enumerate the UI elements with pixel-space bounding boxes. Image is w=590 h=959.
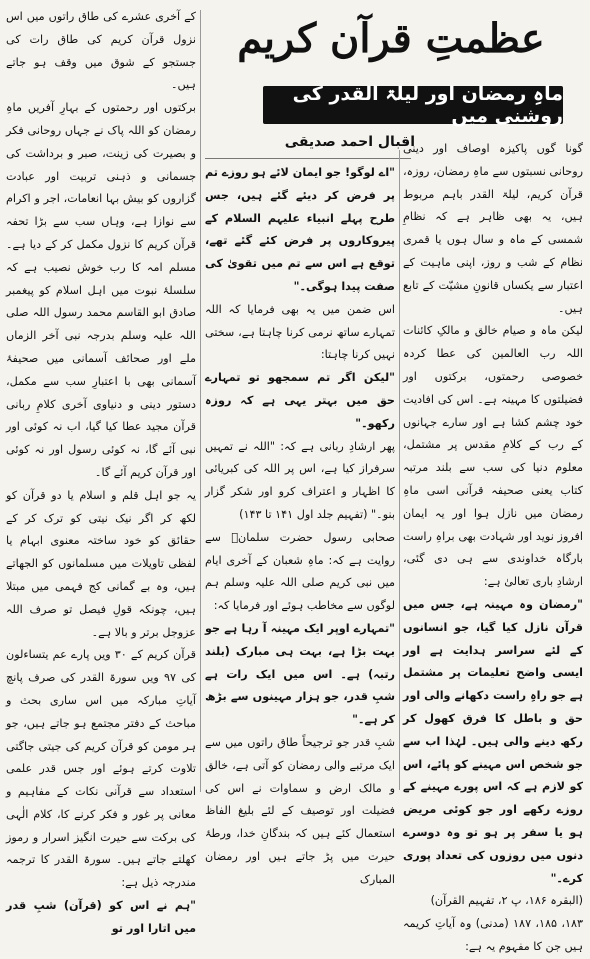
paragraph: کے آخری عشرے کی طاق راتوں میں اس نزول قرآن کریم کی طاق رات کی جستجو کے شوق میں وقف ہو جاتے ہیں۔ bbox=[6, 10, 196, 92]
citation: (البقرہ ۱۸۶، پ ۲، تفہیم القرآن) bbox=[430, 894, 583, 908]
column-divider-left bbox=[200, 10, 201, 792]
quote-paragraph: "رمضان وہ مہینہ ہے، جس میں قرآن نازل کیا گیا، جو انسانوں کے لئے سراسر ہدایت ہے اور ایسی واضح تعلیمات پر مشتمل ہے جو راہِ راست دکھانے والی اور حق و باطل کا فرق کھول کر رکھ دینے والی ہیں۔ لہٰذا اب سے جو شخص اس مہینے کو پائے، اس کو لازم ہے کہ اس پورے مہینے کے روزے رکھے اور جو کوئی مریض ہو یا سفر پر ہو تو وہ دوسرے دنوں میں روزوں کی تعداد پوری کرے۔" bbox=[403, 597, 583, 885]
column-right bbox=[403, 138, 584, 953]
paragraph: صحابی رسول حضرت سلمانؓ سے روایت ہے کہ: ماہِ شعبان کے آخری ایام میں نبی کریم صلی اللہ علیہ وسلم ہم لوگوں سے مخاطب ہوئے اور فرمایا کہ: bbox=[205, 530, 395, 613]
column-left bbox=[6, 6, 196, 935]
paragraph: لیکن ماہ و صیام خالق و مالکِ کائنات اللہ رب العالمین کی عطا کردہ خصوصی رحمتوں، برکتوں اور فضیلتوں کا مہینہ ہے۔ اس کی افادیت خود چشم کشا ہے اور سارے جہانوں کے رب کے کلامِ مقدس پر مشتمل، معلوم دنیا کی سب سے بلند مرتبہ کتاب یعنی صحیفہ قرآنی اسی ماہِ رمضان میں نازل ہوا اور یہ ایمان افروز نوید اور شہادت بھی براہِ راست بارگاہ خداوندی سے ہی دی گئی، ارشادِ باری تعالیٰ ہے: bbox=[403, 324, 583, 589]
quote-paragraph: "لیکن اگر تم سمجھو تو تمہارے حق میں بہتر یہی ہے کہ روزہ رکھو۔" bbox=[205, 371, 395, 430]
quote-paragraph: "اے لوگو! جو ایمان لائے ہو روزے تم پر فرض کر دیئے گئے ہیں، جس طرح پہلے انبیاء علیہم السلام کے پیروکاروں پر فرض کئے گئے تھے، توقع ہے اس سے تم میں تقویٰ کی صفت پیدا ہوگی۔" bbox=[205, 166, 395, 293]
article-header bbox=[205, 6, 583, 156]
paragraph: گونا گوں پاکیزہ اوصاف اور دینی روحانی نسبتوں سے ماہِ رمضان، روزہ، قرآن کریم، لیلۃ القدر باہم مربوط ہیں، یہ بھی ظاہر ہے کہ نظامِ شمسی کے ماہ و سال ہوں یا قمری نظام کے شب و روز، اپنی ماہیت کے اعتبار سے یکساں قانونِ مشیّت کے تابع ہیں۔ bbox=[403, 142, 583, 315]
paragraph: قرآن کریم کے ۳۰ ویں پارے عم یتساءلون کی ۹۷ ویں سورۃ القدر کی صرف پانچ آیاتِ مبارکہ میں اس ساری بحث و مباحث کے دفتر مجتمع ہو جاتے ہیں، جو ہر مومن کو قرآن کریم کی جیتی جاگتی تلاوت کرتے ہوئے اور جس قدر علمی استعداد سے قرآنی نکات کے مفاہیم و معانی پر غور و فکر کرنے کا، کلام الٰہی کی برکت سے حیرت انگیز اسرار و رموز کھلتے جاتے ہیں۔ سورۃ القدر کا ترجمہ مندرجہ ذیل ہے: bbox=[6, 648, 196, 890]
paragraph: یہ جو اہل قلم و اسلام یا دو قرآن کو لکھ کر اگر نیک نیتی کو ترک کر کے حقائق کو خود ساختہ معنوی ابہام یا لفظی تاویلات میں مسلمانوں کو الجھاتے ہیں، وہ بے گمانی کج فہمی میں مبتلا ہیں، چونکہ قولِ فیصل تو صرف اللہ عزوجل برتر و بالا ہے۔ bbox=[6, 488, 196, 639]
article-subtitle: ماہِ رمضان اور لیلۃ القدر کی روشنی میں bbox=[292, 83, 563, 127]
column-divider-right bbox=[399, 150, 400, 790]
author-underline bbox=[205, 158, 411, 159]
paragraph: برکتوں اور رحمتوں کے بہارِ آفریں ماہِ رمضان کو اللہ پاک نے جہاں روحانی فکر و بصیرت کی زینت، صبر و برداشت کی جسمانی و ذہنی تربیت اور عبادت گزاروں کو بیش بہا انعامات، اجر و اکرام سے نوازا ہے، وہاں سب سے بڑا تحفہ قرآن کریم کا نزول مکمل کر کے دیا ہے۔ مسلم امہ کا رب خوش نصیب ہے کہ سلسلۂ نبوت میں اہل اسلام کو پیغمبر صادق ابو القاسم محمد رسول اللہ صلی اللہ علیہ وسلم بدرجہ نبی آخر الزماں ملے اور صحائف آسمانی میں صحیفۂ آسمانی بھی با اعتبارِ سب سے مکمل، دستور دینی و دنیاوی آخری کلامِ ربانی قرآن مجید عطا کیا گیا، اب نہ کوئی اور نبی آئے گا، نہ کوئی رسول اور نہ کوئی اور قرآن کریم آئے گا۔ bbox=[6, 101, 196, 479]
paragraph: شبِ قدر جو ترجیحاً طاق راتوں میں سے ایک مرتبے والی رمضان کو آتی ہے، خالق و مالک ارض و سماوات نے اس کی فضیلت اور توصیف کے لئے بلیغ الفاظ استعمال کئے ہیں کہ بندگانِ خدا، ورطۂ حیرت میں پڑ جاتے ہیں اور رمضان المبارک bbox=[205, 735, 395, 886]
quote-paragraph: "تمہارے اوپر ایک مہینہ آ رہا ہے جو بہت بڑا ہے، بہت ہی مبارک (بلند رتبہ) ہے۔ اس میں ایک رات ہے شبِ قدر، جو ہزار مہینوں سے بڑھ کر ہے۔" bbox=[205, 621, 395, 727]
author-byline: اقبال احمد صدیقی bbox=[284, 134, 415, 150]
paragraph: پھر ارشادِ ربانی ہے کہ: "اللہ نے تمہیں سرفراز کیا ہے، اس پر اللہ کی کبریائی کا اظہار و اعتراف کرو اور شکر گزار بنو۔" (تفہیم جلد اول ۱۴۱ تا ۱۴۳) bbox=[205, 439, 395, 521]
quote-paragraph: "ہم نے اس کو (قرآن) شبِ قدر میں اتارا اور تو bbox=[6, 899, 196, 935]
column-middle bbox=[205, 162, 395, 886]
subtitle-banner bbox=[263, 83, 563, 127]
article-title: عظمتِ قرآن کریم bbox=[237, 15, 545, 62]
paragraph: ۱۸۳، ۱۸۵، ۱۸۷ (مدنی) وہ آیاتِ کریمہ ہیں جن کا مفہوم یہ ہے: bbox=[403, 917, 584, 953]
paragraph: اس ضمن میں یہ بھی فرمایا کہ اللہ تمہارے ساتھ نرمی کرنا چاہتا ہے، سختی نہیں کرنا چاہتا: bbox=[205, 302, 395, 362]
